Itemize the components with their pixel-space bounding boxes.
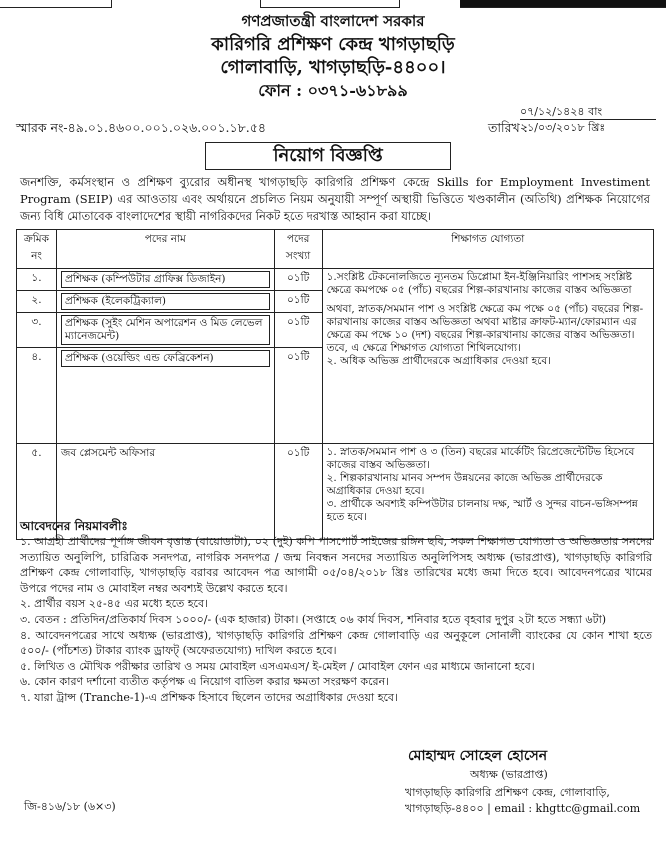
org-phone: ফোন : ০৩৭১-৬১৮৯৯: [258, 81, 408, 100]
rules-list: [20, 534, 652, 706]
rule-item: ৩. বেতন : প্রতিদিন/প্রতিকার্য দিবস ১০০০/- (এক হাজার) টাকা। (সপ্তাহে ০৬ কার্য দিবস, শনিবার হতে বৃহবার দুপুর ২টা হতে সন্ধ্যা ৬টা): [20, 612, 607, 626]
header-post-count: পদের সংখ্যা: [274, 230, 322, 269]
qualification-line: অথবা, স্নাতক/সমমান পাশ ও সংশ্লিষ্ট ক্ষেত্রে কম পক্ষে ০৫ (পাঁচ) বছরের শিল্প-কারখানায় কাজের বাস্তব অভিজ্ঞতা অথবা মাষ্টার ক্রাফট-ম্যান/ফোরম্যান এর ক্ষেত্রে কম পক্ষে ১০ (দশ) বছরের শিল্প-কারখানায় কাজের বাস্তব অভিজ্ঞতা। তবে, এ ক্ষেত্রে শিক্ষাগত যোগ্যতা শিথিলযোগ্য।: [326, 303, 644, 354]
row-post-name: [56, 291, 274, 313]
post-name-box: প্রশিক্ষক (সুইং মেশিন অপারেশন ও মিড লেভেল ম্যানেজমেন্ট): [61, 315, 270, 345]
intro-paragraph: জনশক্তি, কর্মসংস্থান ও প্রশিক্ষণ ব্যুরোর অধীনস্থ খাগড়াছড়ি কারিগরি প্রশিক্ষণ কেন্দ্রে Skills for Employment Investiment Program (SEIP) এর আওতায় এবং অর্থায়নে প্রচলিত নিয়ম অনুযায়ী সম্পূর্ণ অস্থায়ী ভিত্তিতে খণ্ডকালীন (অতিথি) প্রশিক্ষক নিয়োগের জন্য বিধি মোতাবেক বাংলাদেশের স্থায়ী নাগরিকদের নিকট হতে দরখাস্ত আহ্বান করা যাচ্ছে।: [20, 175, 650, 223]
qualification-group-a: [322, 269, 653, 444]
qualification-line: ২. অধিক অভিজ্ঞ প্রার্থীদেরকে অগ্রাধিকার দেওয়া হবে।: [326, 355, 551, 367]
header-qualification: শিক্ষাগত যোগ্যতা: [322, 230, 653, 269]
table-header-row: [17, 230, 654, 269]
signatory-designation: অধ্যক্ষ (ভারপ্রাপ্ত): [470, 768, 548, 781]
row-post-count: ০১টি: [274, 313, 322, 348]
posts-table: [16, 229, 654, 540]
signatory-name: মোহাম্মদ সোহেল হোসেন: [408, 748, 548, 764]
post-name-box: প্রশিক্ষক (কম্পিউটার গ্রাফিক্স ডিজাইন): [61, 271, 270, 288]
row-post-count: ০১টি: [274, 348, 322, 444]
date-bangla: ০৭/১২/১৪২৪ বাং: [520, 104, 656, 120]
header-serial: ক্রমিক নং: [17, 230, 57, 269]
rules-title: আবেদনের নিয়মাবলীঃ: [20, 519, 128, 533]
row-serial: ৫.: [17, 444, 57, 540]
ad-reference: জি-৪১৬/১৮ (৬×৩): [24, 800, 116, 813]
row-post-count: ০১টি: [274, 444, 322, 540]
table-row: [17, 269, 654, 291]
row-post-name: [56, 269, 274, 291]
row-serial: ২.: [17, 291, 57, 313]
org-address: গোলাবাড়ি, খাগড়াছড়ি-৪৪০০।: [220, 57, 446, 78]
row-serial: ৪.: [17, 348, 57, 444]
notice-title: নিয়োগ বিজ্ঞপ্তি: [205, 142, 451, 170]
rule-item: ৫. লিখিত ও মৌখিক পরীক্ষার তারিখ ও সময় মোবাইল এসএমএস/ ই-মেইল / মোবাইল ফোন এর মাধ্যমে জানানো হবে।: [20, 659, 535, 673]
qualification-line: ৩. প্রার্থীকে অবশ্যই কম্পিউটার চালনায় দক্ষ, স্মার্ট ও সুন্দর বাচন-ভঙ্গিসম্পন্ন হতে হবে।: [326, 498, 638, 523]
qualification-line: ২. শিল্পকারখানায় মানব সম্পদ উন্নয়নের কাজে অভিজ্ঞ প্রার্থীদেরকে অগ্রাধিকার দেওয়া হবে।: [326, 472, 603, 497]
top-strip-mid-box: [260, 0, 400, 8]
qualification-group-b: [322, 444, 653, 540]
top-clipped-strip: [0, 0, 666, 8]
rule-item: ৪. আবেদনপত্রের সাথে অধ্যক্ষ (ভারপ্রাপ্ত), খাগড়াছড়ি কারিগরি প্রশিক্ষণ কেন্দ্র গোলাবাড়ি এর অনুকূলে সোনালী ব্যাংকের যে কোন শাখা হতে ৫০০/- (পাঁচশত) টাকার ব্যাংক ড্রাফট্ (অফেরতযোগ্য) দাখিল করতে হবে।: [20, 628, 652, 658]
row-post-name: [56, 348, 274, 444]
qualification-line: ১. স্নাতক/সমমান পাশ ও ৩ (তিন) বছরের মার্কেটিং রিপ্রেজেন্টেটিভ হিসেবে কাজের বাস্তব অভিজ্ঞতা।: [326, 446, 635, 471]
row-post-name: [56, 313, 274, 348]
qualification-line: ১.সংশ্লিষ্ট টেকনোলজিতে ন্যূনতম ডিপ্লোমা ইন-ইঞ্জিনিয়ারিং পাশসহ সংশ্লিষ্ট ক্ষেত্রে কমপক্ষে ০৫ (পাঁচ) বছরের শিল্প-কারখানায় কাজের বাস্তব অভিজ্ঞতা: [326, 271, 632, 296]
gov-title: গণপ্রজাতন্ত্রী বাংলাদেশ সরকার: [241, 12, 425, 30]
row-serial: ৩.: [17, 313, 57, 348]
date-block: [520, 104, 656, 136]
post-name-box: প্রশিক্ষক (ইলেকট্রিক্যাল): [61, 293, 270, 310]
memo-number: স্মারক নং-৪৯.০১.৪৬০০.০০১.০২৬.০০১.১৮.৫৪: [16, 120, 266, 135]
top-strip-left-box: [0, 0, 112, 8]
rule-item: ১. আগ্রহী প্রার্থীদের পূর্ণাঙ্গ জীবন বৃত্তান্ত (বায়োডাটা), ০২ (দুই) কপি পাসপোর্ট সাইজের রঙ্গিন ছবি, সকল শিক্ষাগত যোগ্যতা ও অভিজ্ঞতার সনদের সত্যায়িত অনুলিপি, চারিত্রিক সনদপত্র, নাগরিক সনদপত্র / জন্ম নিবন্ধন সনদের সত্যায়িত অনুলিপিসহ অধ্যক্ষ (ভারপ্রাপ্ত), খাগড়াছড়ি কারিগরি প্রশিক্ষণ কেন্দ্র গোলাবাড়ি, খাগড়াছড়ি বরাবর আবেদন পত্র আগামী ০৫/০৪/২০১৮ খ্রিঃ তারিখের মধ্যে জমা দিতে হবে। আবেদনপত্রের খামের উপরে পদের নাম ও মোবাইল নম্বর অবশ্যই উল্লেখ করতে হবে।: [20, 535, 652, 595]
signatory-address-email: খাগড়াছড়ি-৪৪০০ | email : khgttc@gmail.com: [405, 802, 641, 815]
date-label: তারিখ :: [488, 120, 528, 135]
rule-item: ৬. কোন কারণ দর্শানো ব্যতীত কর্তৃপক্ষ এ নিয়োগ বাতিল করার ক্ষমতা সংরক্ষণ করেন।: [20, 675, 390, 689]
top-strip-right-box: [460, 0, 666, 8]
date-english: ২১/০৩/২০১৮ খ্রিঃ: [520, 121, 606, 134]
rule-item: ২. প্রার্থীর বয়স ২৫-৪৫ এর মধ্যে হতে হবে।: [20, 597, 209, 611]
header-post-name: পদের নাম: [56, 230, 274, 269]
row-serial: ১.: [17, 269, 57, 291]
row-post-count: ০১টি: [274, 291, 322, 313]
row-post-name: জব প্লেসমেন্ট অফিসার: [56, 444, 274, 540]
rule-item: ৭. যারা ট্রান্স (Tranche-1)-এ প্রশিক্ষক হিসাবে ছিলেন তাদের অগ্রাধিকার দেওয়া হবে।: [20, 690, 398, 704]
org-title: কারিগরি প্রশিক্ষণ কেন্দ্র খাগড়াছড়ি: [211, 34, 455, 55]
signatory-organization: খাগড়াছড়ি কারিগরি প্রশিক্ষণ কেন্দ্র, গোলাবাড়ি,: [405, 786, 610, 799]
post-name-box: প্রশিক্ষক (ওয়েল্ডিং এন্ড ফেব্রিকেশন): [61, 350, 270, 367]
row-post-count: ০১টি: [274, 269, 322, 291]
